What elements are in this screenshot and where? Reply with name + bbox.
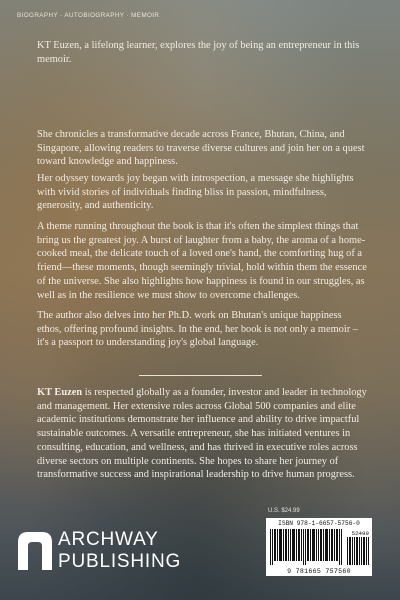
odyssey-paragraph: Her odyssey towards joy began with introspection, a message she highlights with vivid stories of individuals finding bliss in passion, mindfulness, generosity, and authenticity. — [37, 173, 354, 212]
price-label: U.S. $24.99 — [268, 508, 300, 514]
publisher-name-line1: ARCHWAY — [58, 529, 159, 550]
isbn-label: ISBN 978-1-6657-5756-0 — [278, 520, 360, 527]
barcode-icon — [270, 529, 344, 565]
journey-paragraph: She chronicles a transformative decade across France, Bhutan, China, and Singapore, allowing readers to traverse diverse cultures and join her on a quest toward knowledge and happiness. — [37, 129, 365, 168]
intro-paragraph: KT Euzen, a lifelong learner, explores the joy of being an entrepreneur in this memoir. — [37, 40, 360, 65]
addon-barcode-icon — [347, 537, 369, 565]
category-label: BIOGRAPHY · AUTOBIOGRAPHY · MEMOIR — [17, 12, 160, 19]
phd-paragraph: The author also delves into her Ph.D. work on Bhutan's unique happiness ethos, offering profound insights. In the end, her book is not only a memoir – it's a passport to understanding joy's global language. — [37, 310, 359, 349]
author-bio-text: is respected globally as a founder, investor and leader in technology and management. Her extensive roles across Global 500 companies and elite academic institutions demonstrate her influence and ability to drive impactful sustainable outcomes. A versatile entrepreneur, she has initiated ventures in consulting, education, and wellness, and has thrived in executive roles across diverse sectors on multiple continents. She hopes to share her journey of transformative success and inspirational leadership to drive human progress. — [37, 387, 367, 481]
author-name: KT Euzen — [37, 387, 83, 398]
barcode-digits: 9 781665 757560 — [287, 568, 351, 575]
barcode-panel — [266, 518, 372, 576]
archway-logo-icon — [18, 532, 52, 570]
theme-paragraph: A theme running throughout the book is that it's often the simplest things that bring us the greatest joy. A burst of laughter from a baby, the aroma of a home-cooked meal, the delicate touch of a loved one's hand, the comforting hug of a friend—these moments, though seemingly trivial, hold within them the essence of the universe. She also highlights how happiness is found in our struggles, as well as in the resilience we must show to overcome challenges. — [37, 221, 367, 301]
section-divider — [139, 375, 262, 376]
author-bio — [37, 386, 367, 482]
publisher-name-line2: PUBLISHING — [58, 551, 182, 572]
addon-digits: 52499 — [351, 530, 369, 537]
